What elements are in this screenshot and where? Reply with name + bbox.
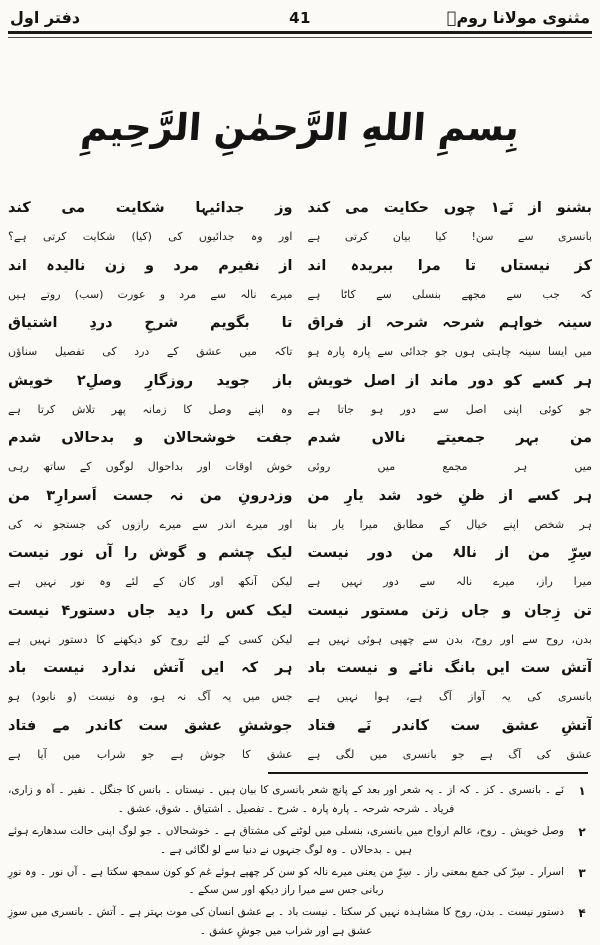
persian-verse: سِرِّ من از نالۂ من دور نیست <box>307 545 592 561</box>
persian-verse: لیک چشم و گوش را آں نور نیست <box>8 545 293 561</box>
couplet <box>8 712 293 770</box>
persian-verse: از نفیرم مرد و زن نالیدہ اند <box>8 257 293 274</box>
persian-verse: ہر کسے از ظنِ خود شد یارِ من <box>307 487 592 504</box>
urdu-translation: جو کوئی اپنی اصل سے دور ہو جاتا ہے <box>307 402 592 416</box>
persian-verse: سینہ خواہم شرحہ شرحہ از فراق <box>307 315 592 331</box>
urdu-translation: میرا راز، میرے نالہ سے دور نہیں ہے <box>307 575 592 588</box>
footnote-number: ۳ <box>578 865 586 880</box>
footnote-separator <box>268 772 588 774</box>
urdu-translation: خوش اوقات اور بداحوال لوگوں کے ساتھ رہی <box>8 460 293 473</box>
couplet <box>308 654 593 712</box>
header-rule <box>8 31 592 38</box>
footnote-item <box>8 781 592 819</box>
couplet <box>308 482 593 540</box>
footnote-text: نَے ۔ بانسری ۔ کز ۔ کہ از ۔ یہ شعر اور بعد کے پانچ شعر بانسری کا بیان ہیں ۔ نیستاں ۔ بانس کا جنگل ۔ نفیر ۔ آہ و زاری، فریاد ۔ شرحہ شرحہ ۔ پارہ پارہ ۔ شرح ۔ تفصیل ۔ اشتیاق ۔ شوق، عشق ۔ <box>8 784 564 815</box>
persian-verse: کز نیستاں تا مرا ببریدہ اند <box>307 257 592 274</box>
couplet <box>8 309 293 367</box>
footnote-text: اسرار ۔ سِرّ کی جمع بمعنی راز ۔ سِرِّ من یعنی میرے نالہ کو سن کر چھپے ہوئے غم کو کون سمجھ سکتا ہے ۔ آں نور ۔ وہ نورِ ربانی جس سے میرا راز دیکھ اور سن سکے ۔ <box>8 865 564 897</box>
persian-verse: لیک کس را دید جاں دستور۴ نیست <box>8 602 293 619</box>
urdu-translation: عشق کا جوش ہے جو شراب میں آیا ہے <box>8 747 293 761</box>
work-title: مثنوی مولانا رومؒ <box>446 8 590 27</box>
verse-column-right <box>308 194 593 769</box>
page-number: 41 <box>289 9 311 27</box>
couplet <box>308 252 593 310</box>
verse-column-left <box>8 194 293 769</box>
couplet <box>8 252 293 310</box>
couplet <box>8 367 293 425</box>
couplet <box>308 367 593 425</box>
couplet <box>8 424 293 482</box>
persian-verse: وزدرونِ من نہ جست اَسرارِ۳ من <box>8 487 293 504</box>
persian-verse: جوششِ عشق ست کاندر مے فتاد <box>8 717 293 734</box>
urdu-translation: جس میں یہ آگ نہ ہو، وہ نیست (و نابود) ہو <box>8 690 293 703</box>
verse-columns <box>0 194 600 769</box>
urdu-translation: اور وہ جدائیوں کی (کیا) شکایت کرتی ہے؟ <box>8 230 293 243</box>
persian-verse: جفت خوشحالان و بدحالاں شدم <box>8 430 293 446</box>
footnote-number: ۱ <box>578 784 586 798</box>
urdu-translation: بانسری کی یہ آواز آگ ہے، ہوا نہیں ہے <box>307 690 592 703</box>
couplet <box>8 654 293 712</box>
footnote-text: دستور نیست ۔ بدن، روح کا مشاہدہ نہیں کر سکتا ۔ نیست باد ۔ بے عشق انسان کی موت بہتر ہے ۔ آتش ۔ بانسری میں سوزِ عشق ہے اور شراب میں جوشِ عشق ۔ <box>8 906 564 938</box>
urdu-translation: ہر شخص اپنے خیال کے مطابق میرا یار بنا <box>307 517 592 531</box>
couplet <box>308 424 593 482</box>
urdu-translation: میں ہر مجمع میں روئی <box>307 460 592 473</box>
urdu-translation: وہ اپنے وصل کا زمانہ پھر تلاش کرتا ہے <box>8 402 293 416</box>
urdu-translation: لیکن آنکھ اور کان کے لئے وہ نور نہیں ہے <box>8 575 293 588</box>
footnote-item <box>8 863 592 901</box>
couplet <box>308 309 593 367</box>
persian-verse: تا بگویم شرحِ دردِ اشتیاق <box>8 315 293 331</box>
persian-verse: آتش ست ایں بانگ نائے و نیست باد <box>307 660 592 676</box>
urdu-translation: عشق کی آگ ہے جو بانسری میں لگی ہے <box>307 747 592 761</box>
persian-verse: ہر کسے کو دور ماند از اصل خویش <box>307 372 592 389</box>
page-header <box>0 0 600 30</box>
urdu-translation: میں ایسا سینہ چاہتی ہوں جو جدائی سے پارہ پارہ ہو <box>307 345 592 358</box>
persian-verse: وز جدائیہا شکایت می کند <box>8 200 293 216</box>
persian-verse: ہر کہ ایں آتش ندارد نیست باد <box>8 660 293 676</box>
couplet <box>308 712 593 770</box>
footnotes-section <box>0 781 600 941</box>
couplet <box>8 539 293 597</box>
persian-verse: بشنو از نَے۱ چوں حکایت می کند <box>307 200 592 216</box>
bismillah-calligraphy: بِسمِ اللهِ الرَّحمٰنِ الرَّحِيمِ <box>79 106 521 149</box>
urdu-translation: بانسری سے سن! کیا بیان کرتی ہے <box>307 230 592 243</box>
couplet <box>8 194 293 252</box>
couplet <box>308 194 593 252</box>
footnote-item <box>8 903 592 941</box>
urdu-translation: تاکہ میں عشق کے درد کی تفصیل سناؤں <box>8 345 293 358</box>
persian-verse: تن زِجان و جاں زتن مستور نیست <box>307 602 592 619</box>
persian-verse: باز جوید روزگارِ وصلِ۲ خویش <box>8 372 293 389</box>
footnote-item <box>8 822 592 860</box>
urdu-translation: کہ جب سے مجھے بنسلی سے کاٹا ہے <box>307 287 592 301</box>
persian-verse: من بہر جمعیتے نالاں شدم <box>307 430 592 446</box>
couplet <box>8 482 293 540</box>
urdu-translation: میرے نالہ سے مرد و عورت (سب) روتے ہیں <box>8 287 293 301</box>
persian-verse: آتشِ عشق ست کاندر نَے فتاد <box>307 717 592 734</box>
section-title: دفتر اول <box>10 8 81 27</box>
couplet <box>308 597 593 655</box>
urdu-translation: لیکن کسی کے لئے روح کو دیکھنے کا دستور نہیں ہے <box>8 632 293 646</box>
urdu-translation: بدن، روح سے اور روح، بدن سے چھپی ہوئی نہیں ہے <box>307 632 592 646</box>
urdu-translation: اور میرے اندر سے میرے رازوں کی جستجو نہ کی <box>8 517 293 531</box>
footnote-text: وصل خویش ۔ روح، عالم ارواح میں بانسری، بنسلی میں لوٹنے کی مشتاق ہے ۔ خوشحالاں ۔ جو لوگ اپنی حالت سدھارے ہوئے ہیں ۔ بدحالاں ۔ وہ لوگ جنہوں نے دنیا سے لو لگائی ہے ۔ <box>8 824 564 856</box>
couplet <box>8 597 293 655</box>
couplet <box>308 539 593 597</box>
footnote-number: ۴ <box>578 906 586 921</box>
footnote-number: ۲ <box>578 824 586 839</box>
